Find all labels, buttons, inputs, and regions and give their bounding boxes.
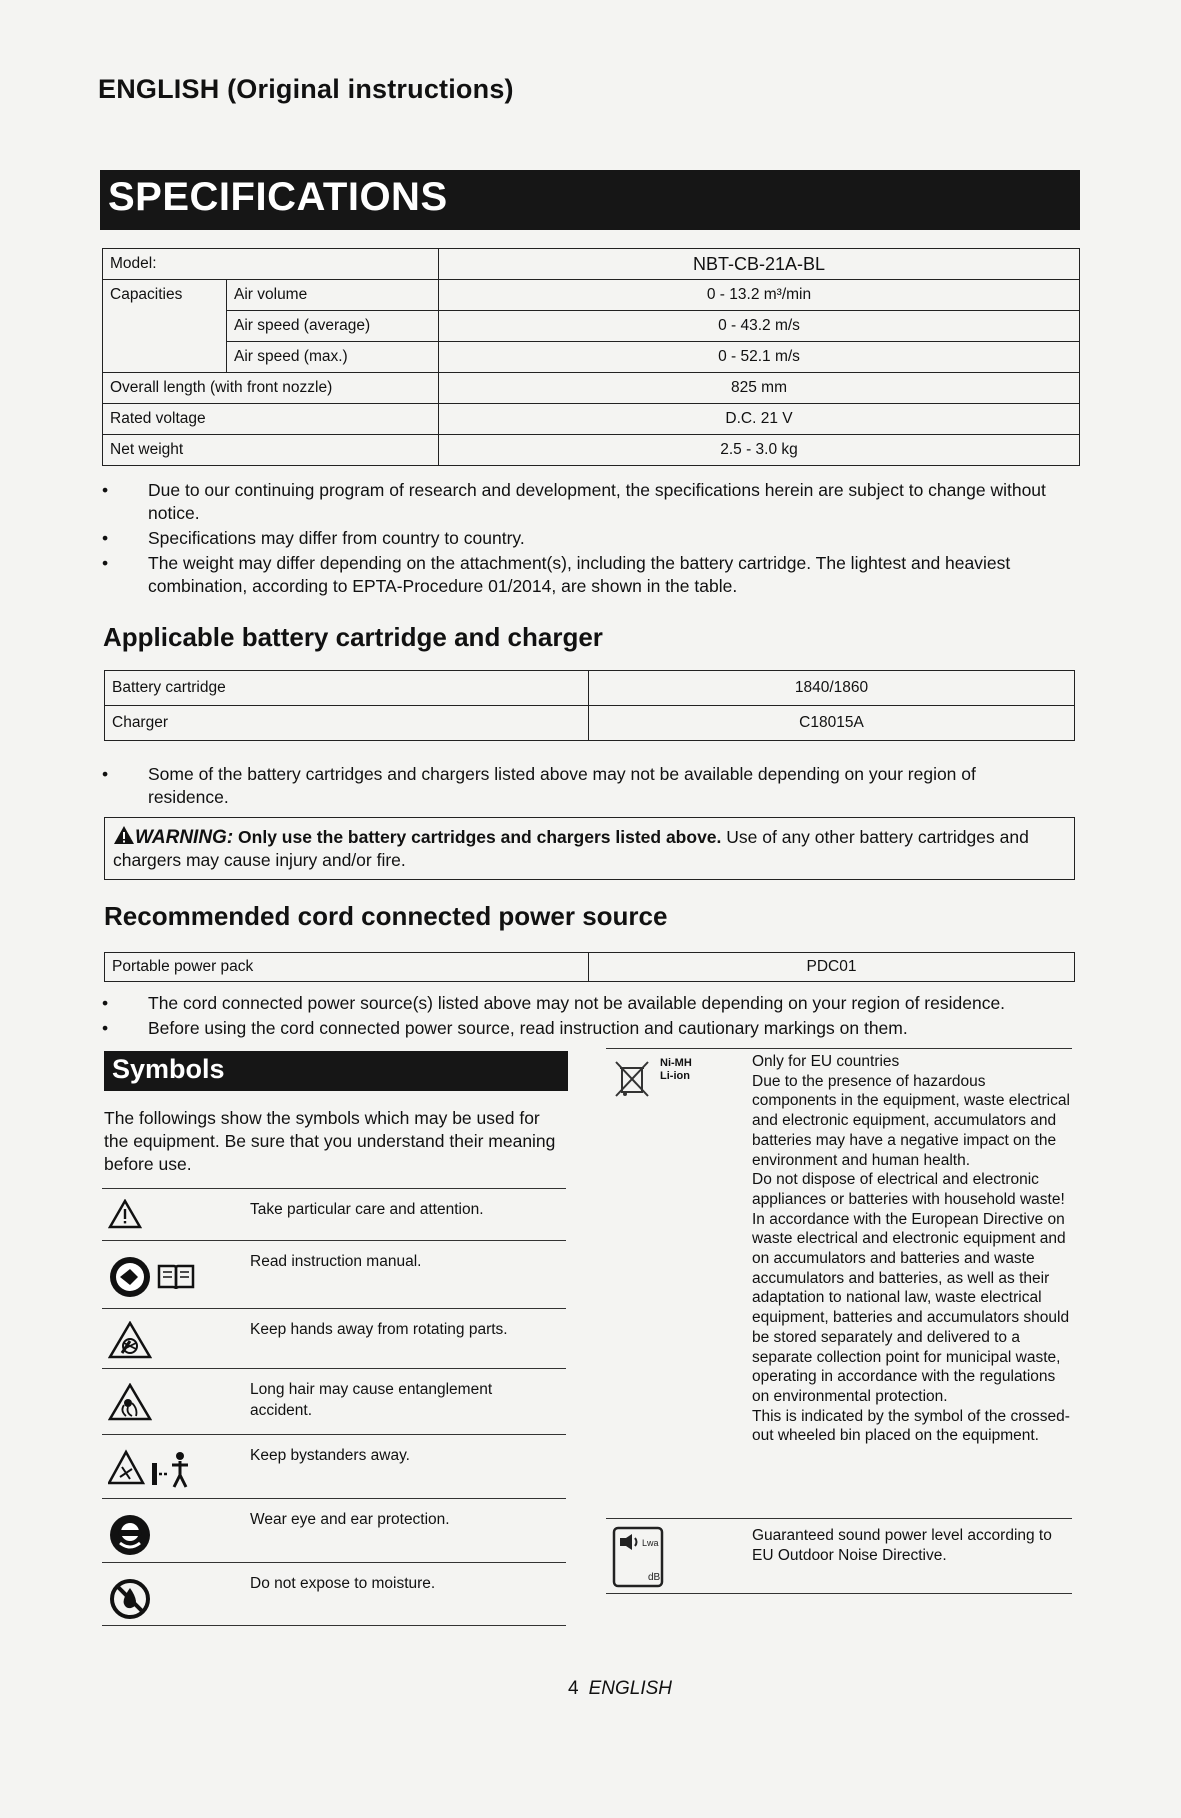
battery-section-title: Applicable battery cartridge and charger xyxy=(103,622,603,652)
book-icon xyxy=(156,1262,196,1292)
read-manual-icon xyxy=(108,1255,152,1299)
bystanders-icon xyxy=(108,1449,194,1489)
charger-label: Charger xyxy=(105,706,589,741)
symbols-intro: The followings show the symbols which may be used for the equipment. Be sure that you understand their meaning before use. xyxy=(104,1108,556,1174)
table-row xyxy=(103,280,1080,311)
overall-length-label: Overall length (with front nozzle) xyxy=(103,373,439,404)
model-label: Model: xyxy=(103,249,439,280)
warning-label: WARNING: xyxy=(135,827,234,848)
rated-voltage-label: Rated voltage xyxy=(103,404,439,435)
power-source-notes xyxy=(98,992,1098,1042)
air-speed-max-value: 0 - 52.1 m/s xyxy=(439,342,1080,373)
list-item xyxy=(102,1188,566,1240)
rated-voltage-value: D.C. 21 V xyxy=(439,404,1080,435)
symbol-description: Wear eye and ear protection. xyxy=(250,1511,450,1528)
specifications-title: SPECIFICATIONS xyxy=(100,170,1080,230)
air-speed-average-value: 0 - 43.2 m/s xyxy=(439,311,1080,342)
net-weight-label: Net weight xyxy=(103,435,439,466)
battery-notes xyxy=(98,763,1058,811)
sound-power-text: Guaranteed sound power level according to EU Outdoor Noise Directive. xyxy=(752,1527,1052,1564)
table-row xyxy=(103,404,1080,435)
divider xyxy=(606,1518,1072,1519)
warning-triangle-icon xyxy=(108,1199,142,1229)
model-value: NBT-CB-21A-BL xyxy=(439,249,1080,280)
list-item: • The weight may differ depending on the attachment(s), including the battery cartridge. The lightest and heaviest combination, according to EPTA-Procedure 01/2014, are shown in the table. xyxy=(98,552,1058,598)
symbol-description: Keep hands away from rotating parts. xyxy=(250,1321,508,1338)
hair-entanglement-icon xyxy=(108,1383,152,1421)
warning-box xyxy=(104,817,1075,880)
sound-power-level-icon xyxy=(612,1526,664,1588)
language-heading: ENGLISH (Original instructions) xyxy=(98,74,514,104)
symbol-description: Keep bystanders away. xyxy=(250,1447,410,1464)
charger-value: C18015A xyxy=(589,706,1075,741)
table-row xyxy=(105,671,1075,706)
warning-text: Use of any other battery cartridges and chargers may cause injury and/or fire. xyxy=(113,827,1029,870)
sound-icon-label: Lwa xyxy=(642,1538,659,1548)
air-speed-max-label: Air speed (max.) xyxy=(227,342,439,373)
list-item xyxy=(102,1368,566,1434)
svg-text:dB: dB xyxy=(648,1572,661,1583)
battery-cartridge-value: 1840/1860 xyxy=(589,671,1075,706)
list-item: • Due to our continuing program of research and development, the specifications herein are subject to change without notice. xyxy=(98,479,1058,525)
list-item xyxy=(102,1240,566,1308)
air-volume-label: Air volume xyxy=(227,280,439,311)
rotating-parts-icon xyxy=(108,1321,152,1359)
portable-power-pack-label: Portable power pack xyxy=(105,953,589,982)
power-source-section-title: Recommended cord connected power source xyxy=(104,901,668,931)
list-item: • Before using the cord connected power source, read instruction and cautionary markings on them. xyxy=(98,1017,1098,1040)
table-row xyxy=(103,435,1080,466)
air-speed-average-label: Air speed (average) xyxy=(227,311,439,342)
symbols-list xyxy=(102,1188,566,1626)
symbol-description: Do not expose to moisture. xyxy=(250,1575,436,1592)
list-item xyxy=(102,1498,566,1562)
table-row xyxy=(103,373,1080,404)
list-item xyxy=(102,1434,566,1498)
net-weight-value: 2.5 - 3.0 kg xyxy=(439,435,1080,466)
specifications-table xyxy=(102,248,1080,466)
symbol-description: Long hair may cause entanglement accident. xyxy=(250,1381,493,1419)
capacities-label: Capacities xyxy=(103,280,227,373)
list-item: • Specifications may differ from country to country. xyxy=(98,527,1058,550)
battery-cartridge-label: Battery cartridge xyxy=(105,671,589,706)
air-volume-value: 0 - 13.2 m³/min xyxy=(439,280,1080,311)
symbol-description: Read instruction manual. xyxy=(250,1253,422,1270)
list-item xyxy=(102,1562,566,1626)
symbols-title: Symbols xyxy=(104,1051,568,1091)
symbol-description: Take particular care and attention. xyxy=(250,1201,484,1218)
portable-power-pack-value: PDC01 xyxy=(589,953,1075,982)
power-source-table xyxy=(104,952,1075,982)
divider xyxy=(606,1593,1072,1594)
nimh-label: Ni-MH xyxy=(660,1057,692,1069)
battery-type-labels xyxy=(660,1057,692,1083)
table-row xyxy=(105,706,1075,741)
table-row xyxy=(105,953,1075,982)
liion-label: Li-ion xyxy=(660,1070,690,1082)
crossed-out-bin-icon xyxy=(612,1058,652,1098)
warning-icon xyxy=(113,825,135,845)
overall-length-value: 825 mm xyxy=(439,373,1080,404)
page-footer xyxy=(568,1678,672,1700)
table-row xyxy=(103,342,1080,373)
eye-ear-protection-icon xyxy=(108,1513,152,1557)
warning-bold-text: Only use the battery cartridges and chargers listed above. xyxy=(238,827,722,847)
list-item xyxy=(102,1308,566,1368)
footer-language: ENGLISH xyxy=(588,1678,672,1699)
no-moisture-icon xyxy=(108,1577,152,1621)
list-item: • The cord connected power source(s) listed above may not be available depending on your region of residence. xyxy=(98,992,1098,1015)
table-row xyxy=(103,249,1080,280)
list-item: • Some of the battery cartridges and chargers listed above may not be available depending on your region of residence. xyxy=(98,763,1058,809)
table-row xyxy=(103,311,1080,342)
eu-disposal-text: Only for EU countries Due to the presence of hazardous components in the equipment, waste electrical and electronic equipment, accumulators and batteries may have a negative impact on the environment and human health. Do not dispose of electrical and electronic appliances or batteries with household waste! In accordance with the European Directive on waste electrical and electronic equipment and on accumulators and batteries and waste accumulators and batteries, as well as their adaptation to national law, waste electrical equipment, batteries and accumulators should be stored separately and delivered to a separate collection point for municipal waste, operating in accordance with the regulations on environmental protection. This is indicated by the symbol of the crossed-out wheeled bin placed on the equipment. xyxy=(752,1053,1070,1445)
battery-charger-table xyxy=(104,670,1075,741)
page-number: 4 xyxy=(568,1678,579,1699)
divider xyxy=(606,1048,1072,1049)
specification-notes xyxy=(98,479,1058,600)
